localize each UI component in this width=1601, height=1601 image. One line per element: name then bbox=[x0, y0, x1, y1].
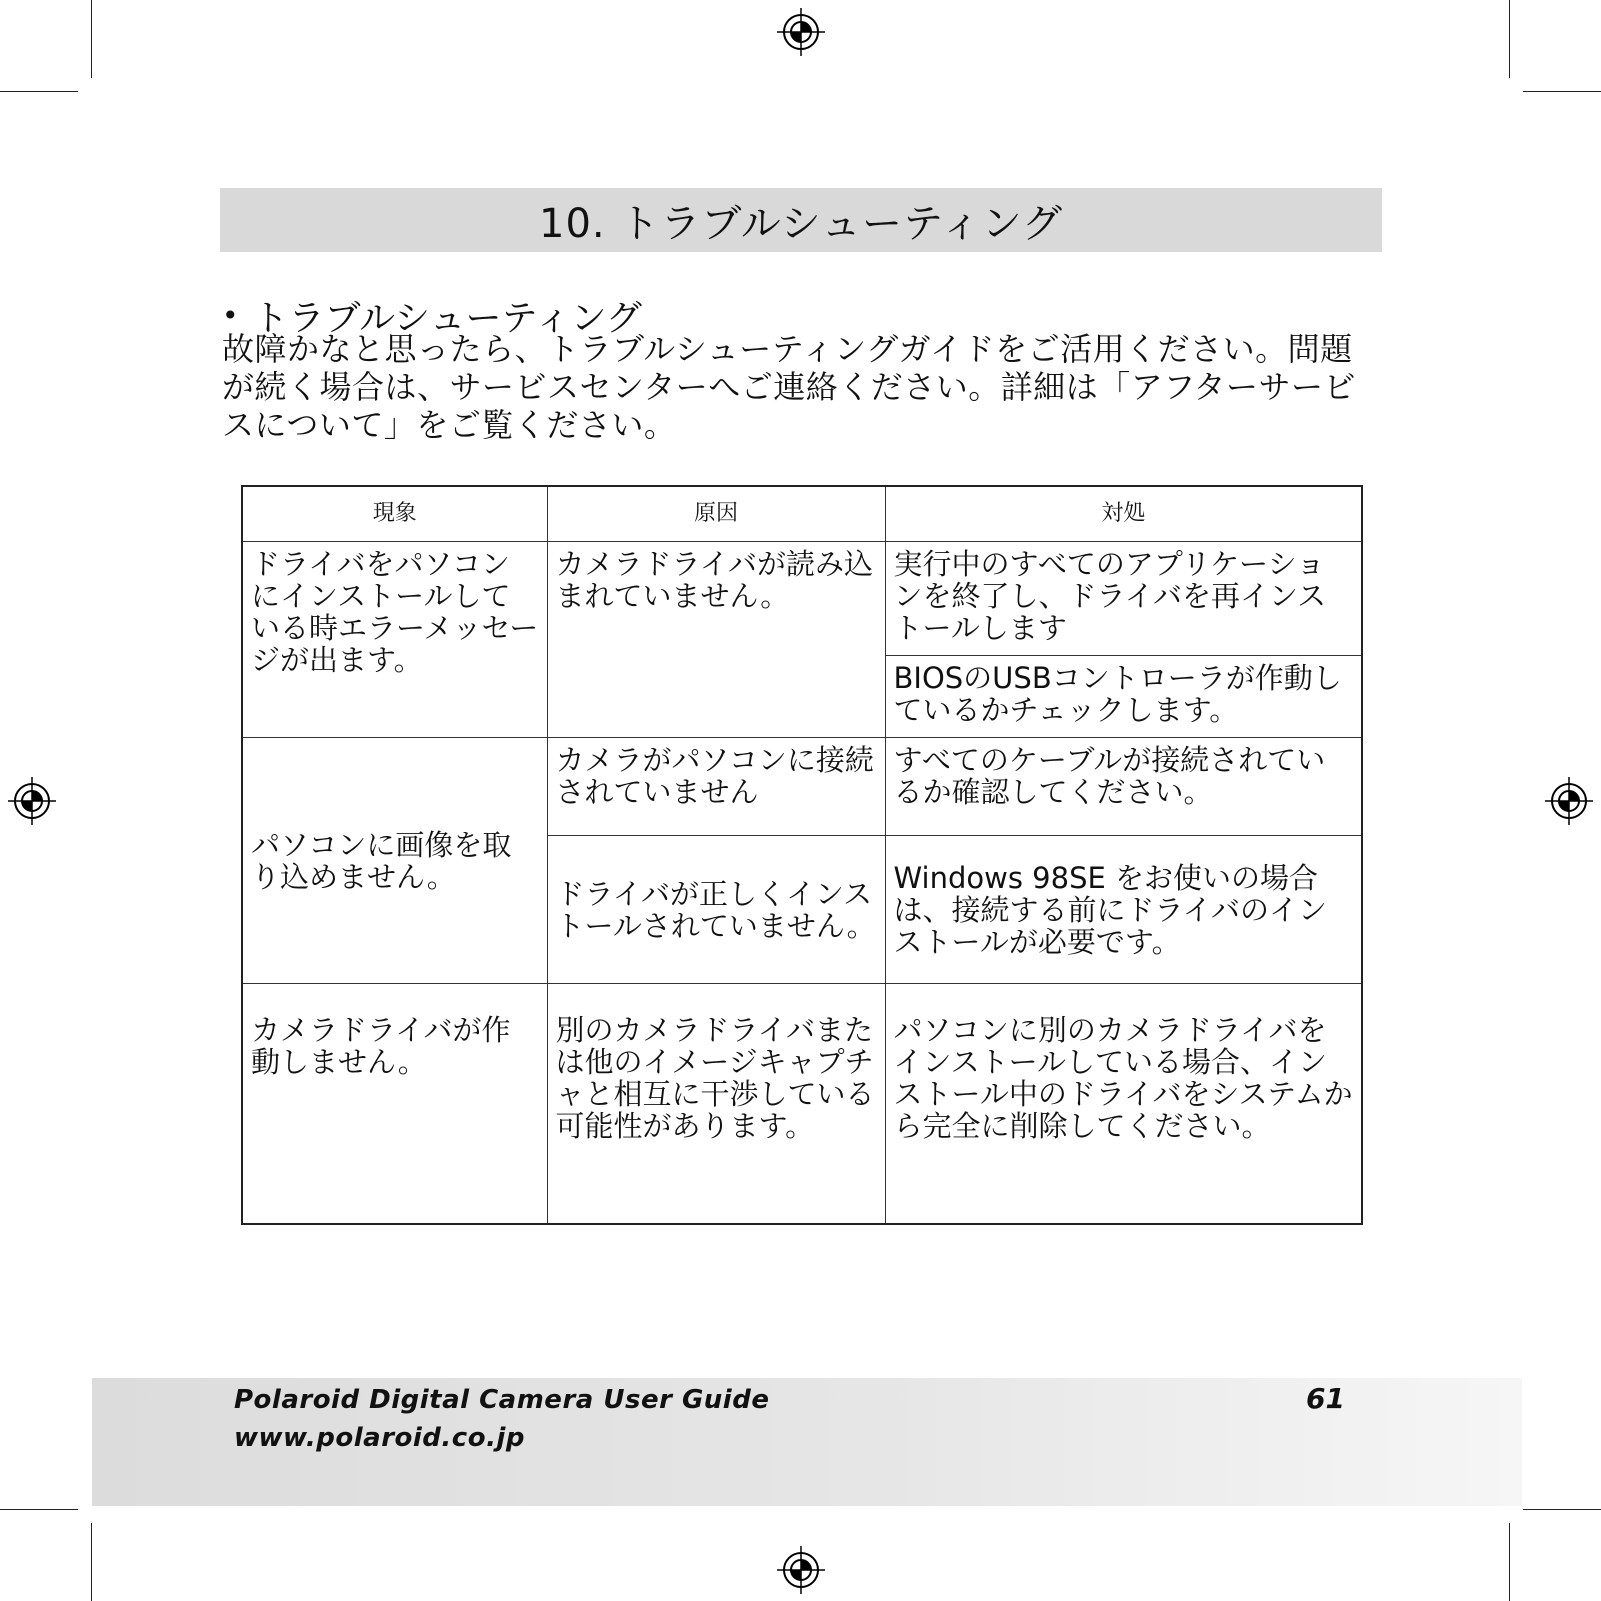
remedy-cell: パソコンに別のカメラドライバをインストールしている場合、インストール中のドライバをシステムから完全に削除してください。 bbox=[885, 984, 1362, 1224]
table-row bbox=[242, 738, 1362, 836]
cause-cell: カメラドライバが読み込まれていません。 bbox=[547, 542, 885, 738]
column-header-cause: 原因 bbox=[547, 486, 885, 542]
symptom-cell: パソコンに画像を取り込めません。 bbox=[242, 738, 547, 984]
remedy-cell: BIOSのUSBコントローラが作動しているかチェックします。 bbox=[885, 656, 1362, 738]
crop-mark bbox=[91, 1523, 92, 1601]
remedy-cell: Windows 98SE をお使いの場合は、接続する前にドライバのインストールが必要です。 bbox=[885, 836, 1362, 984]
table-row bbox=[242, 542, 1362, 656]
remedy-cell: すべてのケーブルが接続されているか確認してください。 bbox=[885, 738, 1362, 836]
page-number: 61 bbox=[1306, 1382, 1345, 1415]
cause-cell: 別のカメラドライバまたは他のイメージキャプチャと相互に干渉している可能性があります。 bbox=[547, 984, 885, 1224]
crop-mark bbox=[1509, 0, 1510, 78]
footer-url: www.polaroid.co.jp bbox=[234, 1423, 525, 1453]
cause-cell: カメラがパソコンに接続されていません bbox=[547, 738, 885, 836]
crop-mark bbox=[0, 91, 78, 92]
symptom-cell: カメラドライバが作動しません。 bbox=[242, 984, 547, 1224]
registration-mark-icon bbox=[777, 1546, 825, 1594]
table-header-row bbox=[242, 486, 1362, 542]
registration-mark-icon bbox=[777, 8, 825, 56]
footer-title: Polaroid Digital Camera User Guide bbox=[234, 1385, 770, 1415]
remedy-cell: 実行中のすべてのアプリケーションを終了し、ドライバを再インストールします bbox=[885, 542, 1362, 656]
crop-mark bbox=[0, 1509, 78, 1510]
crop-mark bbox=[91, 0, 92, 78]
crop-mark bbox=[1523, 91, 1601, 92]
intro-paragraph: 故障かなと思ったら、トラブルシューティングガイドをご活用ください。問題が続く場合は、サービスセンターへご連絡ください。詳細は「アフターサービスについて」をご覧ください。 bbox=[222, 330, 1356, 444]
crop-mark bbox=[1509, 1523, 1510, 1601]
column-header-symptom: 現象 bbox=[242, 486, 547, 542]
crop-mark bbox=[1523, 1509, 1601, 1510]
chapter-header bbox=[220, 188, 1382, 252]
registration-mark-icon bbox=[8, 777, 56, 825]
chapter-title: 10. トラブルシューティング bbox=[539, 200, 1063, 247]
symptom-cell: ドライバをパソコンにインストールしている時エラーメッセージが出ます。 bbox=[242, 542, 547, 738]
bullet-icon: • bbox=[222, 299, 239, 332]
section-heading-text: トラブルシューティング bbox=[252, 298, 642, 339]
troubleshooting-table bbox=[241, 485, 1363, 1225]
registration-mark-icon bbox=[1545, 777, 1593, 825]
cause-cell: ドライバが正しくインストールされていません。 bbox=[547, 836, 885, 984]
table-row bbox=[242, 984, 1362, 1224]
column-header-remedy: 対処 bbox=[885, 486, 1362, 542]
